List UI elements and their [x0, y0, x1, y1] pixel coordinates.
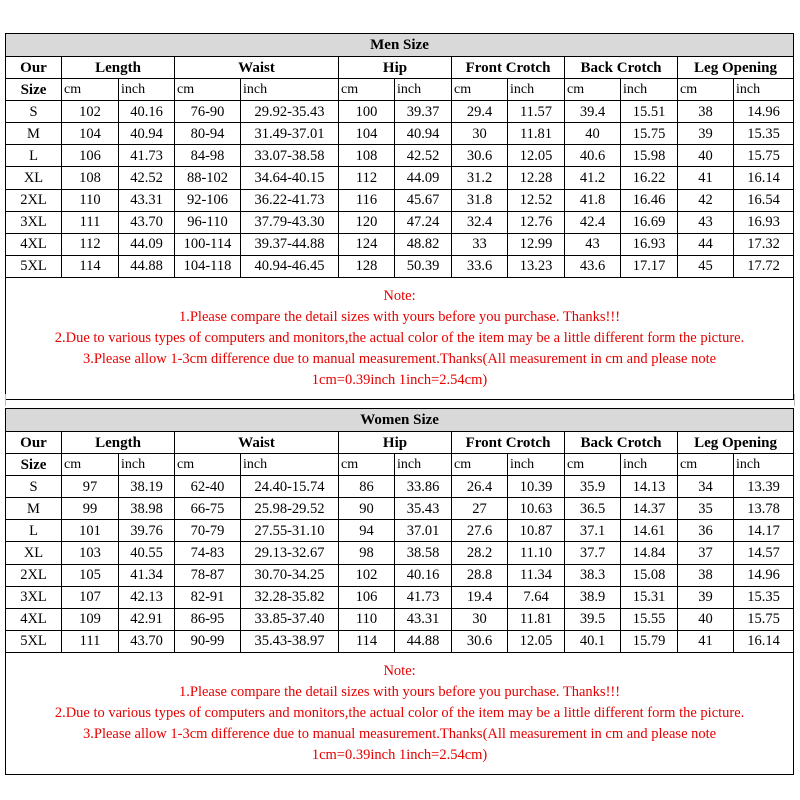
table-cell: 112	[339, 167, 395, 189]
table-cell: 33.86	[395, 476, 452, 498]
note-line1: 1.Please compare the detail sizes with yours before you purchase. Thanks!!!	[179, 683, 621, 700]
table-cell: 34.64-40.15	[241, 167, 339, 189]
unit-inch: inch	[508, 79, 565, 101]
table-cell: 14.13	[621, 476, 678, 498]
table-cell: 38	[678, 564, 734, 586]
header-waist: Waist	[175, 57, 339, 79]
table-cell: 30	[452, 123, 508, 145]
men-size-section	[5, 33, 793, 400]
table-cell: 40.6	[565, 145, 621, 167]
table-row	[6, 189, 794, 211]
table-cell: 96-110	[175, 211, 241, 233]
note-line3: 3.Please allow 1-3cm difference due to manual measurement.Thanks(All measurement in cm and please note	[82, 350, 717, 367]
table-cell: 28.8	[452, 564, 508, 586]
table-cell: 14.96	[734, 101, 794, 123]
header-waist: Waist	[175, 432, 339, 454]
table-cell: 7.64	[508, 586, 565, 608]
unit-cm: cm	[565, 79, 621, 101]
table-cell: 99	[62, 498, 119, 520]
table-cell: 44.09	[119, 233, 175, 255]
header-size: Size	[6, 79, 62, 101]
table-cell: 105	[62, 564, 119, 586]
table-cell: 37.7	[565, 542, 621, 564]
table-cell: 41	[678, 630, 734, 652]
table-cell: 11.81	[508, 608, 565, 630]
size-label: L	[6, 145, 62, 167]
table-cell: 108	[62, 167, 119, 189]
table-cell: 27.55-31.10	[241, 520, 339, 542]
table-cell: 76-90	[175, 101, 241, 123]
table-cell: 62-40	[175, 476, 241, 498]
table-cell: 15.08	[621, 564, 678, 586]
unit-cm: cm	[452, 454, 508, 476]
table-cell: 31.8	[452, 189, 508, 211]
table-cell: 16.54	[734, 189, 794, 211]
size-label: 3XL	[6, 586, 62, 608]
table-cell: 38.3	[565, 564, 621, 586]
table-cell: 10.39	[508, 476, 565, 498]
table-cell: 35.9	[565, 476, 621, 498]
header-our: Our	[6, 57, 62, 79]
table-cell: 16.93	[734, 211, 794, 233]
size-label: 4XL	[6, 608, 62, 630]
table-cell: 116	[339, 189, 395, 211]
table-cell: 82-91	[175, 586, 241, 608]
table-cell: 40.94	[395, 123, 452, 145]
table-cell: 106	[339, 586, 395, 608]
size-label: 5XL	[6, 630, 62, 652]
table-cell: 15.79	[621, 630, 678, 652]
header-back-crotch: Back Crotch	[565, 432, 678, 454]
header-length: Length	[62, 57, 175, 79]
table-cell: 31.49-37.01	[241, 123, 339, 145]
table-cell: 15.98	[621, 145, 678, 167]
table-cell: 14.57	[734, 542, 794, 564]
header-back-crotch: Back Crotch	[565, 57, 678, 79]
table-cell: 44.88	[119, 255, 175, 277]
unit-inch: inch	[621, 454, 678, 476]
table-cell: 15.75	[734, 608, 794, 630]
table-row	[6, 167, 794, 189]
table-cell: 40.1	[565, 630, 621, 652]
table-cell: 16.14	[734, 167, 794, 189]
table-cell: 16.69	[621, 211, 678, 233]
header-front-crotch: Front Crotch	[452, 432, 565, 454]
note-heading: Note:	[383, 287, 416, 304]
size-label: S	[6, 476, 62, 498]
table-cell: 30.70-34.25	[241, 564, 339, 586]
table-cell: 14.61	[621, 520, 678, 542]
table-row	[6, 233, 794, 255]
header-hip: Hip	[339, 57, 452, 79]
unit-inch: inch	[508, 454, 565, 476]
table-cell: 109	[62, 608, 119, 630]
table-cell: 12.76	[508, 211, 565, 233]
table-cell: 35.43-38.97	[241, 630, 339, 652]
table-cell: 28.2	[452, 542, 508, 564]
table-cell: 37	[678, 542, 734, 564]
table-cell: 27.6	[452, 520, 508, 542]
unit-cm: cm	[175, 79, 241, 101]
table-cell: 38	[678, 101, 734, 123]
unit-inch: inch	[621, 79, 678, 101]
table-cell: 84-98	[175, 145, 241, 167]
table-row	[6, 123, 794, 145]
table-cell: 29.92-35.43	[241, 101, 339, 123]
table-cell: 39.37-44.88	[241, 233, 339, 255]
header-hip: Hip	[339, 432, 452, 454]
table-row	[6, 564, 794, 586]
unit-cm: cm	[62, 454, 119, 476]
table-cell: 110	[339, 608, 395, 630]
table-cell: 15.75	[621, 123, 678, 145]
table-cell: 33.85-37.40	[241, 608, 339, 630]
table-cell: 128	[339, 255, 395, 277]
table-cell: 38.19	[119, 476, 175, 498]
table-cell: 32.4	[452, 211, 508, 233]
table-cell: 19.4	[452, 586, 508, 608]
table-cell: 104-118	[175, 255, 241, 277]
table-cell: 12.99	[508, 233, 565, 255]
table-cell: 16.14	[734, 630, 794, 652]
table-cell: 17.72	[734, 255, 794, 277]
table-cell: 15.31	[621, 586, 678, 608]
table-cell: 41.73	[119, 145, 175, 167]
table-cell: 12.05	[508, 145, 565, 167]
table-cell: 86	[339, 476, 395, 498]
table-cell: 11.10	[508, 542, 565, 564]
unit-cm: cm	[175, 454, 241, 476]
table-cell: 10.87	[508, 520, 565, 542]
table-cell: 40.16	[119, 101, 175, 123]
table-cell: 86-95	[175, 608, 241, 630]
note-line1: 1.Please compare the detail sizes with yours before you purchase. Thanks!!!	[178, 308, 621, 325]
table-cell: 38.58	[395, 542, 452, 564]
unit-cm: cm	[339, 454, 395, 476]
unit-cm: cm	[565, 454, 621, 476]
table-cell: 41.8	[565, 189, 621, 211]
table-row	[6, 542, 794, 564]
note-line4: 1cm=0.39inch 1inch=2.54cm)	[311, 371, 488, 388]
section-divider	[5, 394, 795, 406]
table-cell: 103	[62, 542, 119, 564]
table-cell: 15.75	[734, 145, 794, 167]
table-cell: 45	[678, 255, 734, 277]
size-label: 2XL	[6, 564, 62, 586]
header-leg-opening: Leg Opening	[678, 432, 794, 454]
header-our: Our	[6, 432, 62, 454]
table-row	[6, 630, 794, 652]
men-size-table	[5, 33, 794, 400]
table-cell: 43.6	[565, 255, 621, 277]
note-heading: Note:	[383, 662, 416, 679]
table-cell: 104	[62, 123, 119, 145]
table-cell: 13.39	[734, 476, 794, 498]
table-cell: 42.4	[565, 211, 621, 233]
table-cell: 11.81	[508, 123, 565, 145]
table-cell: 11.34	[508, 564, 565, 586]
table-cell: 39	[678, 123, 734, 145]
table-row	[6, 586, 794, 608]
table-cell: 36.22-41.73	[241, 189, 339, 211]
table-cell: 40.16	[395, 564, 452, 586]
header-leg-opening: Leg Opening	[678, 57, 794, 79]
unit-inch: inch	[119, 79, 175, 101]
table-cell: 80-94	[175, 123, 241, 145]
table-cell: 37.01	[395, 520, 452, 542]
table-cell: 70-79	[175, 520, 241, 542]
table-cell: 31.2	[452, 167, 508, 189]
size-label: S	[6, 101, 62, 123]
table-cell: 30.6	[452, 630, 508, 652]
table-cell: 114	[339, 630, 395, 652]
women-size-section	[5, 408, 793, 775]
table-cell: 11.57	[508, 101, 565, 123]
table-cell: 66-75	[175, 498, 241, 520]
men-note	[6, 277, 794, 399]
table-cell: 17.32	[734, 233, 794, 255]
table-cell: 16.93	[621, 233, 678, 255]
table-cell: 101	[62, 520, 119, 542]
unit-cm: cm	[339, 79, 395, 101]
table-cell: 39.4	[565, 101, 621, 123]
table-cell: 43	[678, 211, 734, 233]
size-label: XL	[6, 167, 62, 189]
table-cell: 35	[678, 498, 734, 520]
table-cell: 34	[678, 476, 734, 498]
unit-cm: cm	[678, 454, 734, 476]
table-cell: 36.5	[565, 498, 621, 520]
table-cell: 40	[678, 145, 734, 167]
table-cell: 38.98	[119, 498, 175, 520]
table-cell: 39.5	[565, 608, 621, 630]
table-cell: 12.28	[508, 167, 565, 189]
table-cell: 10.63	[508, 498, 565, 520]
table-cell: 30.6	[452, 145, 508, 167]
table-cell: 40	[565, 123, 621, 145]
table-cell: 30	[452, 608, 508, 630]
table-row	[6, 255, 794, 277]
table-cell: 120	[339, 211, 395, 233]
table-cell: 102	[62, 101, 119, 123]
table-cell: 43.31	[119, 189, 175, 211]
table-cell: 90-99	[175, 630, 241, 652]
table-cell: 40	[678, 608, 734, 630]
header-size: Size	[6, 454, 62, 476]
table-cell: 15.51	[621, 101, 678, 123]
table-cell: 36	[678, 520, 734, 542]
table-cell: 110	[62, 189, 119, 211]
table-cell: 33	[452, 233, 508, 255]
table-cell: 27	[452, 498, 508, 520]
table-cell: 29.4	[452, 101, 508, 123]
table-cell: 92-106	[175, 189, 241, 211]
table-cell: 107	[62, 586, 119, 608]
table-cell: 124	[339, 233, 395, 255]
table-cell: 15.55	[621, 608, 678, 630]
table-cell: 29.13-32.67	[241, 542, 339, 564]
table-cell: 15.35	[734, 123, 794, 145]
women-table-title: Women Size	[6, 409, 794, 432]
table-cell: 100	[339, 101, 395, 123]
table-cell: 13.78	[734, 498, 794, 520]
table-cell: 42.52	[119, 167, 175, 189]
table-cell: 14.37	[621, 498, 678, 520]
table-cell: 41.34	[119, 564, 175, 586]
table-cell: 44	[678, 233, 734, 255]
unit-inch: inch	[734, 79, 794, 101]
table-cell: 42	[678, 189, 734, 211]
table-cell: 37.79-43.30	[241, 211, 339, 233]
table-cell: 42.52	[395, 145, 452, 167]
table-cell: 90	[339, 498, 395, 520]
note-line2: 2.Due to various types of computers and monitors,the actual color of the item may be a little different form the picture.	[54, 704, 745, 721]
table-row	[6, 520, 794, 542]
table-cell: 114	[62, 255, 119, 277]
table-cell: 38.9	[565, 586, 621, 608]
table-cell: 43.70	[119, 211, 175, 233]
table-cell: 37.1	[565, 520, 621, 542]
table-cell: 41.2	[565, 167, 621, 189]
table-cell: 12.52	[508, 189, 565, 211]
size-label: 3XL	[6, 211, 62, 233]
table-cell: 108	[339, 145, 395, 167]
table-cell: 50.39	[395, 255, 452, 277]
table-cell: 14.84	[621, 542, 678, 564]
table-cell: 32.28-35.82	[241, 586, 339, 608]
table-cell: 39	[678, 586, 734, 608]
table-cell: 74-83	[175, 542, 241, 564]
table-cell: 98	[339, 542, 395, 564]
size-label: 4XL	[6, 233, 62, 255]
table-cell: 26.4	[452, 476, 508, 498]
table-row	[6, 101, 794, 123]
size-label: 5XL	[6, 255, 62, 277]
table-cell: 40.55	[119, 542, 175, 564]
table-cell: 41	[678, 167, 734, 189]
table-cell: 17.17	[621, 255, 678, 277]
unit-cm: cm	[452, 79, 508, 101]
unit-inch: inch	[119, 454, 175, 476]
table-cell: 33.07-38.58	[241, 145, 339, 167]
table-cell: 78-87	[175, 564, 241, 586]
size-label: M	[6, 498, 62, 520]
unit-inch: inch	[241, 79, 339, 101]
table-cell: 112	[62, 233, 119, 255]
table-cell: 13.23	[508, 255, 565, 277]
table-row	[6, 476, 794, 498]
table-cell: 14.17	[734, 520, 794, 542]
table-cell: 94	[339, 520, 395, 542]
unit-inch: inch	[241, 454, 339, 476]
table-cell: 16.22	[621, 167, 678, 189]
size-label: XL	[6, 542, 62, 564]
unit-inch: inch	[395, 79, 452, 101]
table-cell: 41.73	[395, 586, 452, 608]
table-cell: 44.09	[395, 167, 452, 189]
table-cell: 40.94	[119, 123, 175, 145]
table-cell: 47.24	[395, 211, 452, 233]
table-cell: 111	[62, 630, 119, 652]
table-cell: 25.98-29.52	[241, 498, 339, 520]
table-cell: 48.82	[395, 233, 452, 255]
table-cell: 43.31	[395, 608, 452, 630]
table-cell: 100-114	[175, 233, 241, 255]
women-note	[6, 652, 794, 774]
header-length: Length	[62, 432, 175, 454]
men-table-title: Men Size	[6, 34, 794, 57]
size-label: M	[6, 123, 62, 145]
table-cell: 43.70	[119, 630, 175, 652]
note-line4: 1cm=0.39inch 1inch=2.54cm)	[311, 746, 488, 763]
table-row	[6, 498, 794, 520]
table-cell: 111	[62, 211, 119, 233]
table-cell: 16.46	[621, 189, 678, 211]
header-front-crotch: Front Crotch	[452, 57, 565, 79]
size-label: L	[6, 520, 62, 542]
table-row	[6, 211, 794, 233]
note-line2: 2.Due to various types of computers and monitors,the actual color of the item may be a little different form the picture.	[54, 329, 745, 346]
unit-cm: cm	[62, 79, 119, 101]
size-label: 2XL	[6, 189, 62, 211]
unit-inch: inch	[734, 454, 794, 476]
table-cell: 104	[339, 123, 395, 145]
table-cell: 45.67	[395, 189, 452, 211]
table-cell: 33.6	[452, 255, 508, 277]
table-cell: 42.13	[119, 586, 175, 608]
table-row	[6, 608, 794, 630]
unit-inch: inch	[395, 454, 452, 476]
table-cell: 42.91	[119, 608, 175, 630]
table-cell: 15.35	[734, 586, 794, 608]
table-cell: 44.88	[395, 630, 452, 652]
unit-cm: cm	[678, 79, 734, 101]
note-line3: 3.Please allow 1-3cm difference due to manual measurement.Thanks(All measurement in cm and please note	[83, 725, 717, 742]
table-cell: 88-102	[175, 167, 241, 189]
table-cell: 43	[565, 233, 621, 255]
table-cell: 35.43	[395, 498, 452, 520]
table-cell: 40.94-46.45	[241, 255, 339, 277]
table-cell: 14.96	[734, 564, 794, 586]
table-cell: 12.05	[508, 630, 565, 652]
table-cell: 39.76	[119, 520, 175, 542]
table-row	[6, 145, 794, 167]
table-cell: 39.37	[395, 101, 452, 123]
table-cell: 97	[62, 476, 119, 498]
table-cell: 106	[62, 145, 119, 167]
women-size-table	[5, 408, 794, 775]
table-cell: 24.40-15.74	[241, 476, 339, 498]
table-cell: 102	[339, 564, 395, 586]
